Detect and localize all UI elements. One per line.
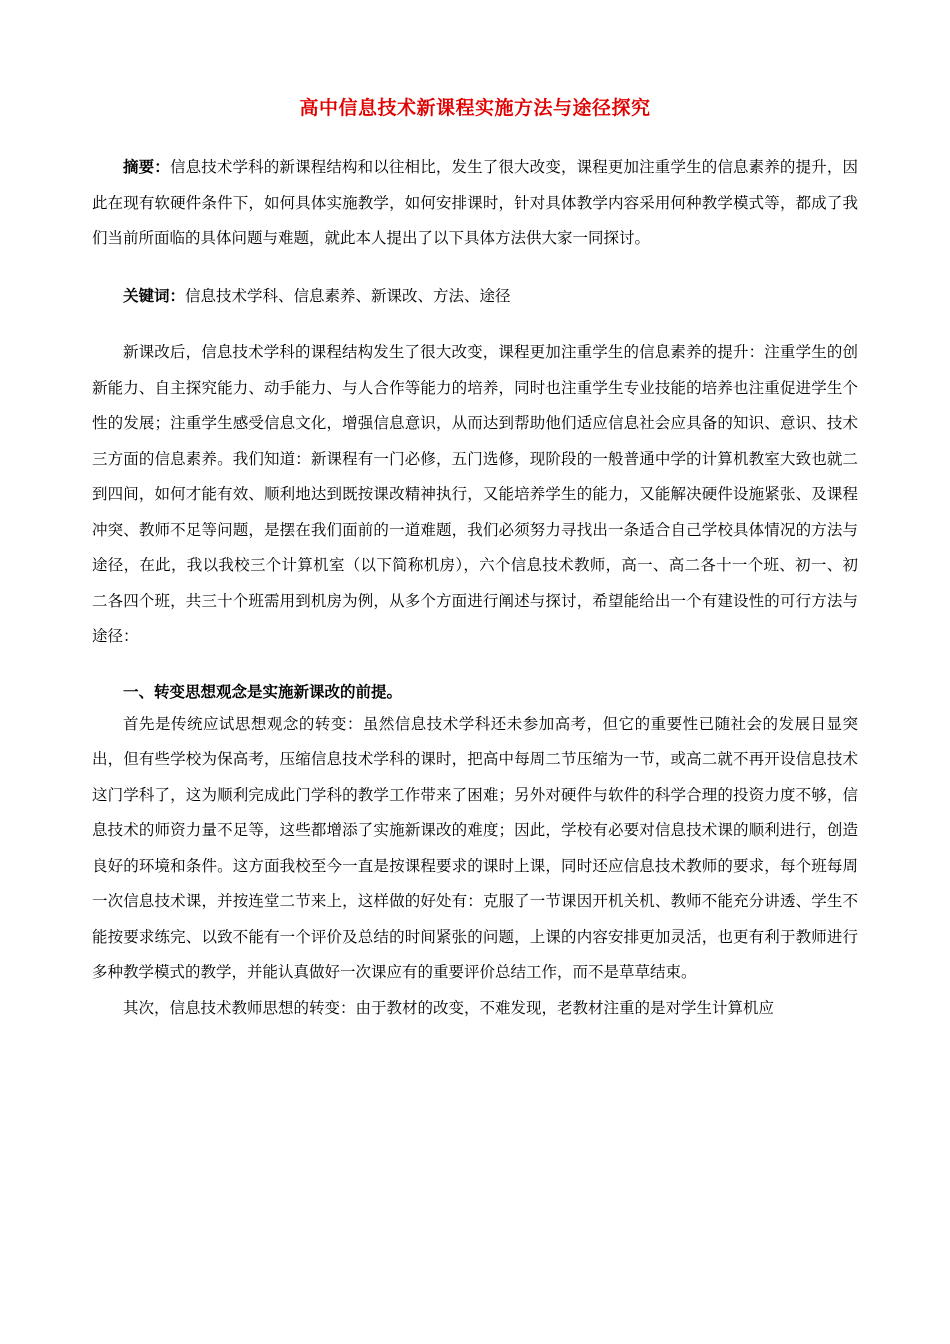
abstract-label: 摘要： [123,157,170,176]
keywords-label: 关键词： [123,285,186,305]
section-paragraph-2: 其次，信息技术教师思想的转变：由于教材的改变，不难发现，老教材注重的是对学生计算机应 [123,998,775,1017]
section-paragraph-1: 首先是传统应试思想观念的转变：虽然信息技术学科还未参加高考，但它的重要性已随社会的发展日显突出，但有些学校为保高考，压缩信息技术学科的课时，把高中每周二节压缩为一节，或高二就不再开设信息技术这门学科了，这为顺利完成此门学科的教学工作带来了困难；另外对硬件与软件的科学合理的投资力度不够，信息技术的师资力量不足等，这些都增添了实施新课改的难度；因此，学校有必要对信息技术课的顺利进行，创造良好的环境和条件。这方面我校至今一直是按课程要求的课时上课，同时还应信息技术教师的要求，每个班每周一次信息技术课，并按连堂二节来上，这样做的好处有：克服了一节课因开机关机、教师不能充分讲透、学生不能按要求练完、以致不能有一个评价及总结的时间紧张的问题，上课的内容安排更加灵活，也更有利于教师进行多种教学模式的教学，并能认真做好一次课应有的重要评价总结工作，而不是草草结束。 [92,714,858,981]
document-title: 高中信息技术新课程实施方法与途径探究 [299,97,651,119]
section-heading: 一、转变思想观念是实施新课改的前提。 [123,681,403,701]
abstract-paragraph [92,149,858,257]
intro-paragraph: 新课改后，信息技术学科的课程结构发生了很大改变，课程更加注重学生的信息素养的提升：注重学生的创新能力、自主探究能力、动手能力、与人合作等能力的培养，同时也注重学生专业技能的培养也注重促进学生个性的发展；注重学生感受信息文化，增强信息意识，从而达到帮助他们适应信息社会应具备的知识、意识、技术三方面的信息素养。我们知道：新课程有一门必修，五门选修，现阶段的一般普通中学的计算机教室大致也就二到四间，如何才能有效、顺利地达到既按课改精神执行，又能培养学生的能力，又能解决硬件设施紧张、及课程冲突、教师不足等问题，是摆在我们面前的一道难题，我们必须努力寻找出一条适合自己学校具体情况的方法与途径，在此，我以我校三个计算机室（以下简称机房），六个信息技术教师，高一、高二各十一个班、初一、初二各四个班，共三十个班需用到机房为例，从多个方面进行阐述与探讨，希望能给出一个有建设性的可行方法与途径： [92,343,858,645]
keywords-paragraph [92,278,858,315]
keywords-text: 信息技术学科、信息素养、新课改、方法、途径 [185,286,511,305]
abstract-text: 信息技术学科的新课程结构和以往相比，发生了很大改变，课程更加注重学生的信息素养的提升，因此在现有软硬件条件下，如何具体实施教学，如何安排课时，针对具体教学内容采用何种教学模式等，都成了我们当前所面临的具体问题与难题，就此本人提出了以下具体方法供大家一同探讨。 [92,158,858,247]
